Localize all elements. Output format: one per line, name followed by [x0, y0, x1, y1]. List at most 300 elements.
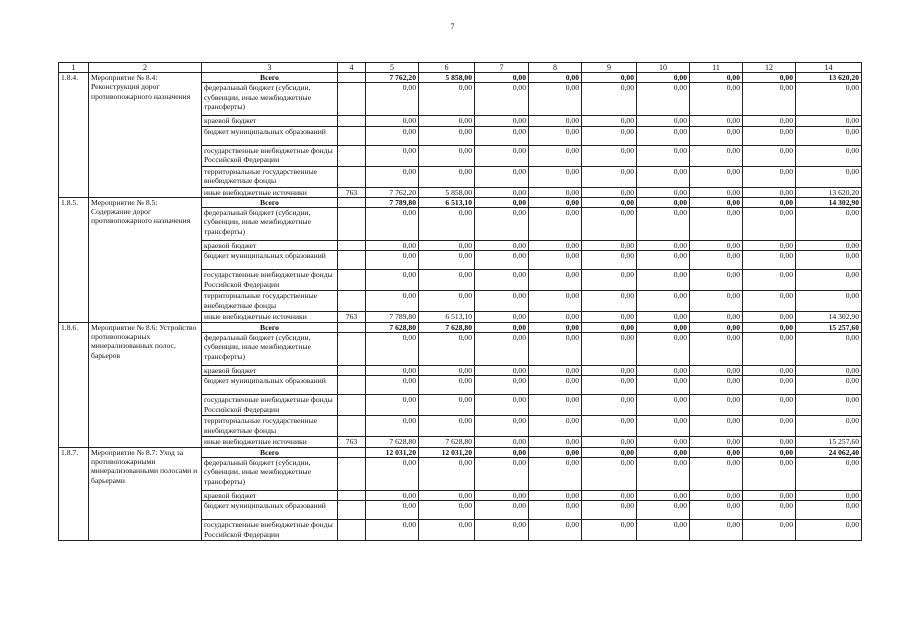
amount-cell: 0,00	[582, 395, 637, 416]
amount-cell: 0,00	[475, 83, 529, 116]
amount-cell: 7 628,80	[366, 437, 419, 447]
amount-cell: 0,00	[796, 457, 862, 490]
amount-cell: 0,00	[475, 416, 529, 437]
amount-cell: 0,00	[475, 187, 529, 197]
amount-cell: 0,00	[582, 241, 637, 251]
amount-cell: 0,00	[419, 241, 475, 251]
funding-source-label: краевой бюджет	[202, 366, 338, 376]
amount-cell: 0,00	[690, 312, 743, 322]
amount-cell: 0,00	[366, 251, 419, 270]
amount-cell: 0,00	[690, 251, 743, 270]
amount-cell: 0,00	[637, 73, 690, 83]
amount-cell: 0,00	[743, 457, 796, 490]
amount-cell: 0,00	[529, 166, 582, 187]
amount-cell: 0,00	[637, 437, 690, 447]
amount-cell: 0,00	[743, 197, 796, 207]
amount-cell: 12 031,20	[419, 447, 475, 457]
amount-cell: 0,00	[637, 366, 690, 376]
amount-cell: 0,00	[743, 166, 796, 187]
budget-code	[338, 447, 366, 457]
measure-total-row	[59, 447, 862, 457]
amount-cell: 0,00	[690, 490, 743, 500]
funding-source-label: федеральный бюджет (субсидии, субвенции, иные межбюджетные трансферты)	[202, 208, 338, 241]
amount-cell: 0,00	[743, 291, 796, 312]
amount-cell: 0,00	[529, 312, 582, 322]
amount-cell: 0,00	[419, 251, 475, 270]
amount-cell: 0,00	[582, 73, 637, 83]
amount-cell: 7 789,80	[366, 312, 419, 322]
measure-id: 1.8.5.	[59, 197, 89, 322]
amount-cell: 0,00	[529, 520, 582, 541]
amount-cell: 0,00	[796, 83, 862, 116]
amount-cell: 0,00	[637, 490, 690, 500]
header-cell: 4	[338, 63, 366, 73]
amount-cell: 0,00	[637, 116, 690, 126]
measure-title: Мероприятие № 8.7: Уход за противопожарными минерализованными полосами и барьерами	[89, 447, 202, 541]
amount-cell: 0,00	[796, 333, 862, 366]
amount-cell: 0,00	[366, 126, 419, 145]
funding-source-label: иные внебюджетные источники	[202, 187, 338, 197]
amount-cell: 0,00	[529, 126, 582, 145]
amount-cell: 0,00	[475, 376, 529, 395]
header-cell: 5	[366, 63, 419, 73]
amount-cell: 7 762,20	[366, 73, 419, 83]
amount-cell: 0,00	[419, 126, 475, 145]
amount-cell: 0,00	[419, 395, 475, 416]
total-label: Всего	[202, 197, 338, 207]
amount-cell: 0,00	[475, 312, 529, 322]
amount-cell: 0,00	[366, 241, 419, 251]
amount-cell: 0,00	[637, 416, 690, 437]
amount-cell: 0,00	[529, 251, 582, 270]
amount-cell: 0,00	[419, 376, 475, 395]
amount-cell: 0,00	[796, 166, 862, 187]
amount-cell: 0,00	[529, 291, 582, 312]
amount-cell: 0,00	[637, 166, 690, 187]
amount-cell: 0,00	[690, 416, 743, 437]
total-label: Всего	[202, 447, 338, 457]
amount-cell: 0,00	[529, 376, 582, 395]
amount-cell: 0,00	[637, 520, 690, 541]
amount-cell: 7 628,80	[366, 322, 419, 332]
funding-source-label: государственные внебюджетные фонды Российской Федерации	[202, 520, 338, 541]
total-label: Всего	[202, 73, 338, 83]
amount-cell: 0,00	[690, 83, 743, 116]
amount-cell: 0,00	[637, 251, 690, 270]
budget-code	[338, 291, 366, 312]
amount-cell: 0,00	[743, 437, 796, 447]
amount-cell: 0,00	[582, 333, 637, 366]
amount-cell: 0,00	[582, 187, 637, 197]
measure-id: 1.8.4.	[59, 73, 89, 198]
budget-code	[338, 376, 366, 395]
amount-cell: 0,00	[419, 145, 475, 166]
amount-cell: 0,00	[796, 490, 862, 500]
amount-cell: 0,00	[475, 270, 529, 291]
amount-cell: 0,00	[529, 241, 582, 251]
funding-source-label: бюджет муниципальных образований	[202, 376, 338, 395]
amount-cell: 0,00	[419, 83, 475, 116]
amount-cell: 7 628,80	[419, 322, 475, 332]
amount-cell: 0,00	[743, 73, 796, 83]
amount-cell: 0,00	[475, 126, 529, 145]
amount-cell: 0,00	[743, 241, 796, 251]
amount-cell: 0,00	[796, 395, 862, 416]
amount-cell: 0,00	[529, 333, 582, 366]
amount-cell: 0,00	[690, 241, 743, 251]
amount-cell: 0,00	[582, 312, 637, 322]
budget-code	[338, 490, 366, 500]
amount-cell: 0,00	[475, 208, 529, 241]
budget-code	[338, 366, 366, 376]
budget-code	[338, 83, 366, 116]
amount-cell: 0,00	[582, 437, 637, 447]
amount-cell: 0,00	[419, 520, 475, 541]
funding-source-label: федеральный бюджет (субсидии, субвенции, иные межбюджетные трансферты)	[202, 83, 338, 116]
amount-cell: 13 620,20	[796, 73, 862, 83]
amount-cell: 0,00	[582, 145, 637, 166]
amount-cell: 0,00	[366, 116, 419, 126]
budget-code	[338, 395, 366, 416]
amount-cell: 0,00	[475, 251, 529, 270]
amount-cell: 0,00	[690, 126, 743, 145]
amount-cell: 0,00	[366, 490, 419, 500]
amount-cell: 0,00	[743, 208, 796, 241]
budget-code	[338, 333, 366, 366]
amount-cell: 0,00	[366, 366, 419, 376]
amount-cell: 0,00	[475, 395, 529, 416]
amount-cell: 0,00	[796, 251, 862, 270]
funding-source-label: бюджет муниципальных образований	[202, 126, 338, 145]
amount-cell: 0,00	[419, 333, 475, 366]
amount-cell: 0,00	[743, 501, 796, 520]
column-number-row	[59, 63, 862, 73]
amount-cell: 0,00	[475, 166, 529, 187]
amount-cell: 0,00	[796, 291, 862, 312]
budget-code: 763	[338, 187, 366, 197]
amount-cell: 0,00	[743, 395, 796, 416]
amount-cell: 0,00	[529, 416, 582, 437]
budget-code	[338, 145, 366, 166]
funding-source-label: государственные внебюджетные фонды Российской Федерации	[202, 395, 338, 416]
amount-cell: 0,00	[582, 457, 637, 490]
header-cell: 9	[582, 63, 637, 73]
amount-cell: 0,00	[743, 116, 796, 126]
amount-cell: 0,00	[366, 416, 419, 437]
amount-cell: 0,00	[475, 322, 529, 332]
total-label: Всего	[202, 322, 338, 332]
amount-cell: 0,00	[796, 520, 862, 541]
budget-code	[338, 116, 366, 126]
amount-cell: 0,00	[743, 447, 796, 457]
amount-cell: 0,00	[582, 197, 637, 207]
budget-code	[338, 416, 366, 437]
funding-source-label: территориальные государственные внебюджетные фонды	[202, 291, 338, 312]
amount-cell: 0,00	[690, 501, 743, 520]
amount-cell: 0,00	[475, 116, 529, 126]
header-cell: 1	[59, 63, 89, 73]
budget-code	[338, 457, 366, 490]
amount-cell: 0,00	[582, 83, 637, 116]
amount-cell: 0,00	[475, 366, 529, 376]
budget-code	[338, 241, 366, 251]
amount-cell: 0,00	[529, 116, 582, 126]
budget-code: 763	[338, 312, 366, 322]
amount-cell: 13 620,20	[796, 187, 862, 197]
measure-total-row	[59, 73, 862, 83]
amount-cell: 0,00	[743, 366, 796, 376]
amount-cell: 0,00	[743, 416, 796, 437]
amount-cell: 0,00	[637, 322, 690, 332]
amount-cell: 0,00	[637, 197, 690, 207]
amount-cell: 0,00	[419, 270, 475, 291]
measure-title: Мероприятие № 8.5: Содержание дорог противопожарного назначения	[89, 197, 202, 322]
funding-source-label: территориальные государственные внебюджетные фонды	[202, 416, 338, 437]
amount-cell: 24 062,40	[796, 447, 862, 457]
amount-cell: 0,00	[529, 395, 582, 416]
amount-cell: 0,00	[529, 197, 582, 207]
measure-title: Мероприятие № 8.4: Реконструкция дорог противопожарного назначения	[89, 73, 202, 198]
header-cell: 2	[89, 63, 202, 73]
amount-cell: 0,00	[796, 366, 862, 376]
amount-cell: 0,00	[475, 520, 529, 541]
amount-cell: 0,00	[419, 490, 475, 500]
amount-cell: 0,00	[637, 447, 690, 457]
amount-cell: 0,00	[690, 333, 743, 366]
header-cell: 12	[743, 63, 796, 73]
amount-cell: 0,00	[690, 291, 743, 312]
amount-cell: 0,00	[475, 501, 529, 520]
amount-cell: 0,00	[743, 312, 796, 322]
header-cell: 10	[637, 63, 690, 73]
amount-cell: 0,00	[690, 322, 743, 332]
amount-cell: 0,00	[475, 447, 529, 457]
amount-cell: 0,00	[690, 437, 743, 447]
amount-cell: 5 858,00	[419, 187, 475, 197]
amount-cell: 0,00	[637, 83, 690, 116]
amount-cell: 0,00	[796, 241, 862, 251]
amount-cell: 0,00	[743, 145, 796, 166]
amount-cell: 0,00	[796, 208, 862, 241]
amount-cell: 0,00	[366, 291, 419, 312]
amount-cell: 0,00	[419, 416, 475, 437]
amount-cell: 0,00	[637, 270, 690, 291]
amount-cell: 0,00	[690, 376, 743, 395]
amount-cell: 0,00	[475, 145, 529, 166]
amount-cell: 15 257,60	[796, 437, 862, 447]
amount-cell: 0,00	[637, 241, 690, 251]
amount-cell: 12 031,20	[366, 447, 419, 457]
amount-cell: 0,00	[475, 333, 529, 366]
amount-cell: 0,00	[582, 166, 637, 187]
amount-cell: 0,00	[690, 366, 743, 376]
measure-total-row	[59, 197, 862, 207]
amount-cell: 0,00	[690, 395, 743, 416]
amount-cell: 0,00	[529, 447, 582, 457]
amount-cell: 0,00	[582, 116, 637, 126]
amount-cell: 0,00	[529, 73, 582, 83]
funding-source-label: бюджет муниципальных образований	[202, 501, 338, 520]
amount-cell: 0,00	[690, 166, 743, 187]
amount-cell: 6 513,10	[419, 312, 475, 322]
amount-cell: 0,00	[366, 270, 419, 291]
amount-cell: 0,00	[366, 376, 419, 395]
amount-cell: 0,00	[366, 208, 419, 241]
amount-cell: 0,00	[743, 520, 796, 541]
header-cell: 3	[202, 63, 338, 73]
amount-cell: 0,00	[796, 116, 862, 126]
header-cell: 11	[690, 63, 743, 73]
amount-cell: 0,00	[529, 322, 582, 332]
amount-cell: 0,00	[529, 366, 582, 376]
amount-cell: 0,00	[796, 145, 862, 166]
funding-source-label: краевой бюджет	[202, 490, 338, 500]
budget-code	[338, 126, 366, 145]
budget-code	[338, 270, 366, 291]
measure-id: 1.8.7.	[59, 447, 89, 541]
amount-cell: 15 257,60	[796, 322, 862, 332]
measure-id: 1.8.6.	[59, 322, 89, 447]
amount-cell: 14 302,90	[796, 197, 862, 207]
amount-cell: 0,00	[582, 126, 637, 145]
amount-cell: 0,00	[690, 208, 743, 241]
amount-cell: 0,00	[475, 291, 529, 312]
amount-cell: 7 628,80	[419, 437, 475, 447]
amount-cell: 0,00	[366, 145, 419, 166]
amount-cell: 0,00	[637, 376, 690, 395]
budget-code	[338, 251, 366, 270]
amount-cell: 0,00	[582, 251, 637, 270]
amount-cell: 0,00	[690, 270, 743, 291]
amount-cell: 7 762,20	[366, 187, 419, 197]
amount-cell: 0,00	[690, 520, 743, 541]
funding-source-label: государственные внебюджетные фонды Российской Федерации	[202, 270, 338, 291]
amount-cell: 0,00	[419, 291, 475, 312]
amount-cell: 0,00	[366, 501, 419, 520]
amount-cell: 0,00	[529, 208, 582, 241]
amount-cell: 0,00	[366, 83, 419, 116]
budget-code	[338, 166, 366, 187]
funding-source-label: краевой бюджет	[202, 241, 338, 251]
amount-cell: 0,00	[796, 416, 862, 437]
amount-cell: 0,00	[475, 457, 529, 490]
amount-cell: 0,00	[475, 490, 529, 500]
amount-cell: 0,00	[582, 490, 637, 500]
amount-cell: 0,00	[690, 145, 743, 166]
amount-cell: 0,00	[743, 333, 796, 366]
amount-cell: 0,00	[637, 145, 690, 166]
amount-cell: 0,00	[690, 197, 743, 207]
amount-cell: 0,00	[582, 291, 637, 312]
header-cell: 8	[529, 63, 582, 73]
amount-cell: 0,00	[419, 501, 475, 520]
budget-code: 763	[338, 437, 366, 447]
amount-cell: 0,00	[637, 187, 690, 197]
amount-cell: 0,00	[582, 322, 637, 332]
budget-code	[338, 322, 366, 332]
measure-title: Мероприятие № 8.6: Устройство противопожарных минерализованных полос, барьеров	[89, 322, 202, 447]
amount-cell: 0,00	[743, 126, 796, 145]
amount-cell: 0,00	[582, 520, 637, 541]
amount-cell: 14 302,90	[796, 312, 862, 322]
amount-cell: 0,00	[582, 447, 637, 457]
amount-cell: 0,00	[529, 437, 582, 447]
amount-cell: 0,00	[366, 395, 419, 416]
funding-source-label: федеральный бюджет (субсидии, субвенции, иные межбюджетные трансферты)	[202, 457, 338, 490]
amount-cell: 0,00	[582, 376, 637, 395]
amount-cell: 0,00	[796, 376, 862, 395]
amount-cell: 0,00	[690, 116, 743, 126]
amount-cell: 0,00	[796, 501, 862, 520]
amount-cell: 0,00	[529, 490, 582, 500]
funding-source-label: иные внебюджетные источники	[202, 312, 338, 322]
funding-source-label: иные внебюджетные источники	[202, 437, 338, 447]
amount-cell: 0,00	[637, 457, 690, 490]
amount-cell: 0,00	[690, 187, 743, 197]
amount-cell: 0,00	[475, 197, 529, 207]
measure-total-row	[59, 322, 862, 332]
amount-cell: 0,00	[637, 501, 690, 520]
amount-cell: 0,00	[529, 145, 582, 166]
funding-source-label: краевой бюджет	[202, 116, 338, 126]
amount-cell: 0,00	[475, 241, 529, 251]
header-cell: 14	[796, 63, 862, 73]
amount-cell: 0,00	[475, 73, 529, 83]
budget-code	[338, 73, 366, 83]
amount-cell: 0,00	[637, 291, 690, 312]
amount-cell: 7 789,80	[366, 197, 419, 207]
amount-cell: 0,00	[529, 501, 582, 520]
amount-cell: 0,00	[366, 166, 419, 187]
amount-cell: 6 513,10	[419, 197, 475, 207]
amount-cell: 0,00	[582, 270, 637, 291]
amount-cell: 0,00	[419, 116, 475, 126]
amount-cell: 0,00	[366, 520, 419, 541]
amount-cell: 0,00	[743, 322, 796, 332]
amount-cell: 0,00	[690, 73, 743, 83]
amount-cell: 0,00	[637, 333, 690, 366]
table-body	[59, 63, 862, 541]
budget-table	[58, 62, 862, 541]
amount-cell: 0,00	[582, 366, 637, 376]
amount-cell: 0,00	[366, 457, 419, 490]
amount-cell: 0,00	[529, 457, 582, 490]
amount-cell: 0,00	[582, 416, 637, 437]
amount-cell: 0,00	[529, 187, 582, 197]
amount-cell: 0,00	[529, 83, 582, 116]
amount-cell: 0,00	[419, 366, 475, 376]
budget-code	[338, 208, 366, 241]
amount-cell: 0,00	[637, 126, 690, 145]
amount-cell: 0,00	[582, 208, 637, 241]
amount-cell: 0,00	[690, 457, 743, 490]
amount-cell: 0,00	[582, 501, 637, 520]
budget-code	[338, 520, 366, 541]
amount-cell: 0,00	[743, 251, 796, 270]
funding-source-label: федеральный бюджет (субсидии, субвенции, иные межбюджетные трансферты)	[202, 333, 338, 366]
amount-cell: 0,00	[637, 312, 690, 322]
amount-cell: 0,00	[475, 437, 529, 447]
amount-cell: 0,00	[743, 490, 796, 500]
amount-cell: 0,00	[419, 166, 475, 187]
amount-cell: 0,00	[743, 270, 796, 291]
amount-cell: 0,00	[690, 447, 743, 457]
funding-source-label: бюджет муниципальных образований	[202, 251, 338, 270]
amount-cell: 0,00	[743, 187, 796, 197]
amount-cell: 0,00	[419, 208, 475, 241]
amount-cell: 0,00	[796, 270, 862, 291]
header-cell: 6	[419, 63, 475, 73]
